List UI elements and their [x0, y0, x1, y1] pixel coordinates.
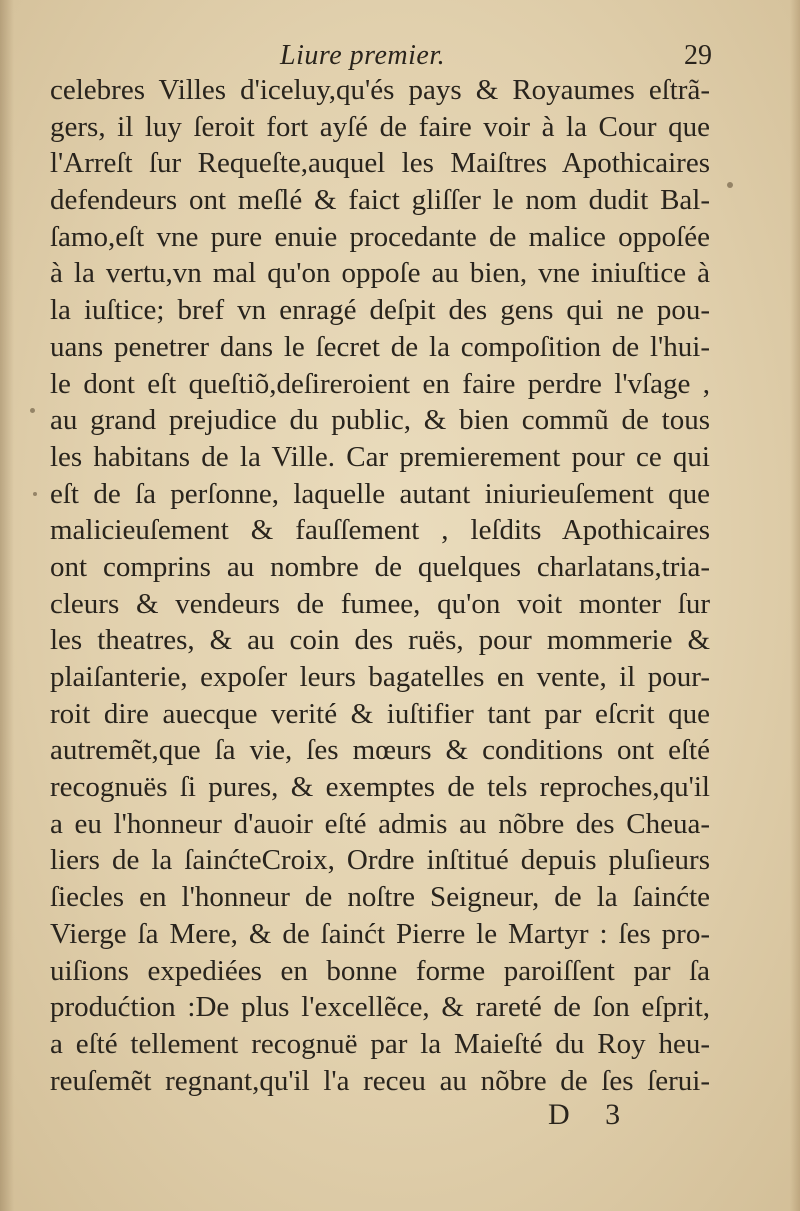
text-line: ont comprins au nombre de quelques charlatans,tria- [50, 550, 710, 583]
text-line: defendeurs ont meſlé & faict gliſſer le nom dudit Bal- [50, 184, 710, 217]
text-line: les habitans de la Ville. Car premierement pour ce qui [50, 440, 710, 473]
text-line: ſamo,eſt vne pure enuie procedante de malice oppoſée [50, 220, 710, 253]
text-line: gers, il luy ſeroit fort ayſé de faire voir à la Cour que [50, 110, 710, 143]
text-line: roit dire auecque verité & iuſtifier tant par eſcrit que [50, 697, 710, 730]
text-line: au grand prejudice du public, & bien commũ de tous [50, 404, 710, 437]
text-line: recognuës ſi pures, & exemptes de tels reproches,qu'il [50, 771, 710, 804]
text-line: plaiſanterie, expoſer leurs bagatelles en vente, il pour- [50, 661, 710, 693]
text-line: les theatres, & au coin des ruës, pour mommerie & [50, 624, 710, 657]
body-text [50, 72, 710, 1099]
text-line: l'Arreſt ſur Requeſte,auquel les Maiſtres Apothicaires [50, 147, 710, 180]
text-line: a eu l'honneur d'auoir eſté admis au nõbre des Cheua- [50, 807, 710, 840]
text-line: la iuſtice; bref vn enragé deſpit des gens qui ne pou- [50, 294, 710, 327]
text-line: autremẽt,que ſa vie, ſes mœurs & conditions ont eſté [50, 734, 710, 767]
text-line: cleurs & vendeurs de fumee, qu'on voit monter ſur [50, 587, 710, 620]
text-line: à la vertu,vn mal qu'on oppoſe au bien, vne iniuſtice à [50, 257, 710, 290]
text-line: malicieuſement & fauſſement , leſdits Apothicaires [50, 514, 710, 547]
text-line: ſiecles en l'honneur de noſtre Seigneur, de la ſainćte [50, 881, 710, 914]
signature-mark: D 3 [548, 1098, 635, 1131]
page-number: 29 [684, 40, 712, 71]
text-line: uiſions expediées en bonne forme paroiſſent par ſa [50, 954, 710, 987]
running-title: Liure premier. [280, 40, 446, 71]
text-line: produćtion :De plus l'excellẽce, & rareté de ſon eſprit, [50, 991, 710, 1024]
text-line: Vierge ſa Mere, & de ſainćt Pierre le Martyr : ſes pro- [50, 917, 710, 950]
text-line: celebres Villes d'iceluy,qu'és pays & Royaumes eſtrã- [50, 74, 710, 106]
ink-speck [30, 408, 35, 413]
text-line: liers de la ſainćteCroix, Ordre inſtitué depuis pluſieurs [50, 844, 710, 877]
ink-speck [727, 182, 733, 188]
text-line: reuſemẽt regnant,qu'il l'a receu au nõbre de ſes ſerui- [50, 1064, 710, 1097]
text-line: eſt de ſa perſonne, laquelle autant iniurieuſement que [50, 477, 710, 510]
text-line: le dont eſt queſtiõ,deſireroient en faire perdre l'vſage , [50, 367, 710, 400]
ink-speck [33, 492, 37, 496]
text-line: uans penetrer dans le ſecret de la compoſition de l'hui- [50, 330, 710, 363]
text-line: a eſté tellement recognuë par la Maieſté du Roy heu- [50, 1027, 710, 1060]
